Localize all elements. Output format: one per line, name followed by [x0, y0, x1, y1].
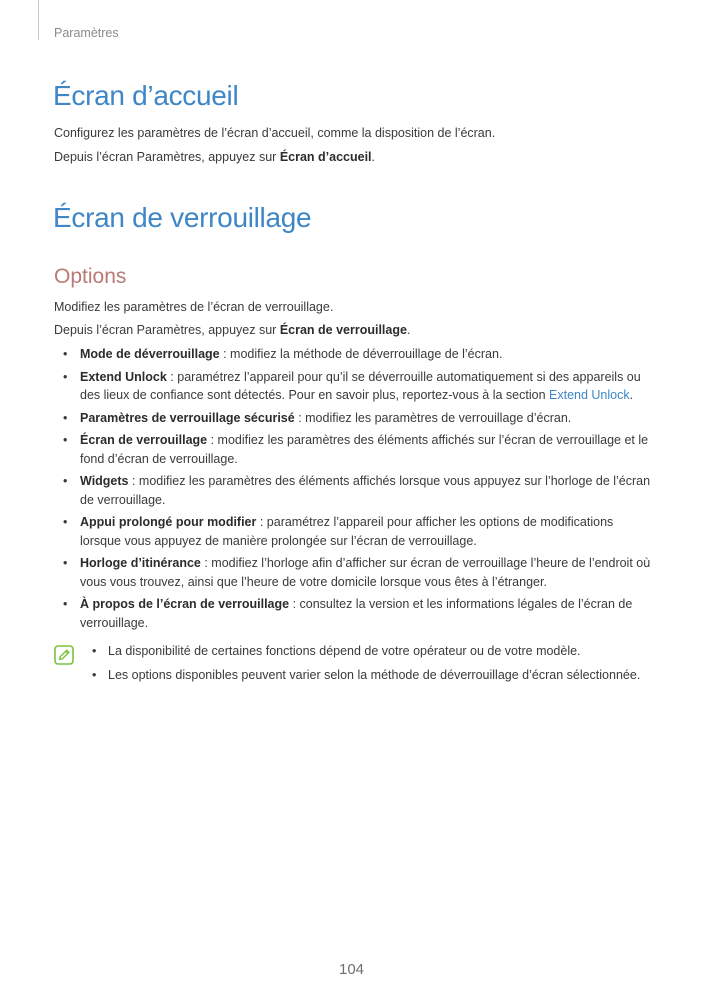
list-item [54, 409, 654, 428]
note-list [92, 642, 672, 690]
list-item [54, 345, 654, 364]
list-item [54, 368, 654, 405]
list-item [54, 595, 654, 632]
option-text: : modifiez les paramètres des éléments affichés lorsque vous appuyez sur l’horloge de l’écran de verrouillage. [80, 474, 651, 507]
option-text: : modifiez l’horloge afin d’afficher sur écran de verrouillage l’heure de l’endroit où vous vous trouvez, ainsi que l’heure de votre domicile lorsque vous êtes à l’étranger. [80, 556, 651, 589]
home-instruction-bold: Écran d’accueil [279, 150, 372, 164]
option-text: : paramétrez l’appareil pour afficher les options de modifications lorsque vous appuyez de manière prolongée sur l’écran de verrouillage. [80, 515, 614, 548]
option-term: Horloge d’itinérance [80, 556, 201, 570]
option-term: À propos de l’écran de verrouillage [80, 597, 290, 611]
note-item: • La disponibilité de certaines fonctions dépend de votre opérateur ou de votre modèle. [92, 642, 672, 660]
list-item [54, 472, 654, 509]
home-screen-title: Écran d’accueil [53, 80, 239, 111]
list-item [54, 431, 654, 468]
option-text: : consultez la version et les informations légales de l’écran de verrouillage. [80, 597, 633, 630]
option-term: Mode de déverrouillage [80, 347, 220, 361]
lock-screen-title: Écran de verrouillage [53, 202, 312, 233]
list-item [54, 513, 654, 550]
home-intro: Configurez les paramètres de l’écran d’accueil, comme la disposition de l’écran. [54, 126, 496, 140]
option-text: : paramétrez l’appareil pour qu’il se déverrouille automatiquement si des appareils ou des lieux de confiance sont détectés. Pour en savoir plus, reportez-vous à la section [80, 369, 641, 402]
home-instruction-suffix: . [371, 150, 376, 164]
page-number: 104 [338, 961, 365, 978]
option-term: Écran de verrouillage [80, 433, 208, 447]
option-term: Appui prolongé pour modifier [80, 515, 257, 529]
lock-intro: Modifiez les paramètres de l’écran de verrouillage. [54, 300, 334, 314]
lock-instruction-prefix: Depuis l’écran Paramètres, appuyez sur [54, 323, 280, 337]
options-list [54, 345, 654, 636]
home-instruction [54, 148, 375, 166]
list-item [54, 554, 654, 591]
note-item: • Les options disponibles peuvent varier selon la méthode de déverrouillage d’écran sélectionnée. [92, 666, 672, 684]
extend-unlock-link[interactable]: Extend Unlock [549, 388, 630, 402]
section-label: Paramètres [54, 26, 119, 40]
options-title: Options [54, 265, 127, 288]
option-text-after: . [629, 388, 634, 402]
header-rule [38, 0, 39, 40]
option-term: Extend Unlock [80, 369, 167, 384]
lock-instruction-suffix: . [406, 323, 411, 337]
lock-instruction-bold: Écran de verrouillage [279, 323, 407, 337]
home-instruction-prefix: Depuis l’écran Paramètres, appuyez sur [54, 150, 280, 164]
option-text: : modifiez les paramètres des éléments affichés sur l’écran de verrouillage et le fond d’écran de verrouillage. [80, 433, 649, 466]
note-pencil-icon [54, 645, 74, 665]
lock-instruction [54, 321, 410, 339]
option-term: Paramètres de verrouillage sécurisé [80, 410, 295, 425]
option-text: : modifiez les paramètres de verrouillage d’écran. [294, 410, 572, 425]
option-term: Widgets [80, 474, 129, 488]
option-text: : modifiez la méthode de déverrouillage de l’écran. [219, 347, 503, 361]
